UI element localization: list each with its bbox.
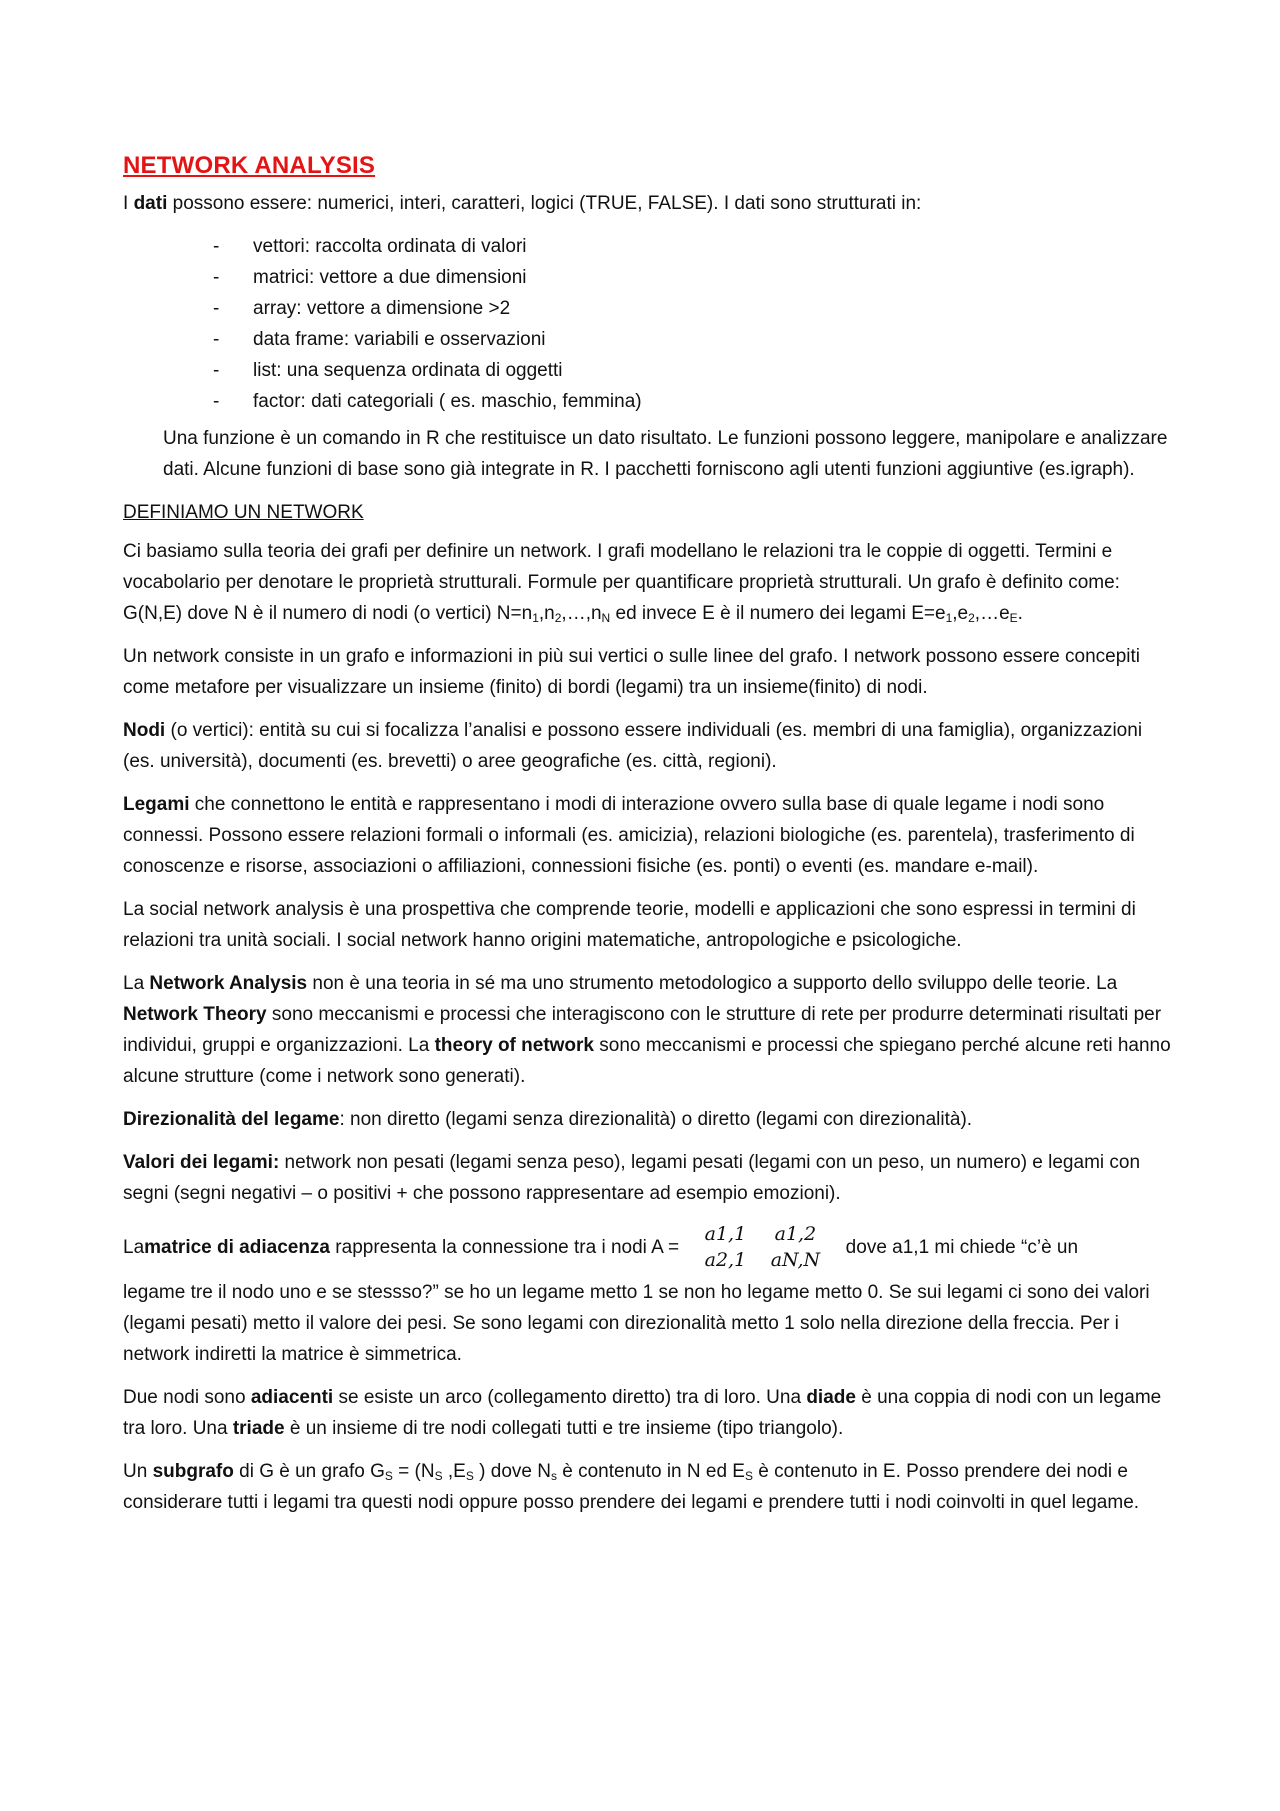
bold-term: adiacenti	[250, 1387, 334, 1408]
direzionalita-paragraph	[123, 1104, 1173, 1135]
subscript: s	[550, 1469, 557, 1483]
sna-paragraph: La social network analysis è una prospettiva che comprende teorie, modelli e applicazioni che sono espressi in termini di relazioni tra unità sociali. I social network hanno origini matematiche, antropologiche e psicologiche.	[123, 899, 1136, 951]
matrix-cell: a2,1	[704, 1249, 747, 1271]
grafi-paragraph	[123, 536, 1173, 629]
list-item: - vettori: raccolta ordinata di valori	[213, 231, 1173, 262]
nodi-paragraph	[123, 715, 1173, 777]
bold-term: subgrafo	[152, 1461, 234, 1482]
bold-term: matrice di adiacenza	[144, 1236, 331, 1258]
text-run: dove a1,1 mi chiede “c’è un	[840, 1236, 1079, 1258]
subscript: 2	[968, 611, 975, 625]
page-title: NETWORK ANALYSIS	[123, 152, 376, 179]
bold-term: Nodi	[123, 720, 166, 741]
subscript: S	[744, 1469, 753, 1483]
text-run: ,…,n	[561, 603, 602, 624]
bold-term: diade	[806, 1387, 856, 1408]
list-item: - matrici: vettore a due dimensioni	[213, 262, 1173, 293]
text-run: network non pesati (legami senza peso), legami pesati (legami con un peso, un numero) e legami con segni (segni negativi – o positivi + che possono rappresentare ad esempio emozioni).	[123, 1152, 1141, 1204]
bold-term: Valori dei legami:	[123, 1152, 280, 1173]
text-run: sono meccanismi e processi che spiegano perché alcune reti hanno alcune strutture (come i network sono generati).	[123, 1035, 1171, 1087]
list-item: - array: vettore a dimensione >2	[213, 293, 1173, 324]
document-page	[123, 152, 1173, 1530]
text-run: è contenuto in E. Posso prendere dei nodi e considerare tutti i legami tra questi nodi oppure posso prendere dei legami e prendere tutti i nodi coinvolti in quel legame.	[123, 1461, 1140, 1513]
text-run: ) dove N	[473, 1461, 551, 1482]
subscript: S	[434, 1469, 443, 1483]
text-run: ,…e	[974, 603, 1010, 624]
matrix-cell: aN,N	[770, 1249, 821, 1271]
text-run: ,n	[538, 603, 555, 624]
text-run: .	[1017, 603, 1023, 624]
theory-paragraph	[123, 968, 1173, 1092]
list-item: - data frame: variabili e osservazioni	[213, 324, 1173, 355]
legami-paragraph	[123, 789, 1173, 882]
matrix-cell: a1,2	[774, 1223, 817, 1245]
intro-paragraph	[123, 188, 1173, 219]
text-run: è un insieme di tre nodi collegati tutti e tre insieme (tipo triangolo).	[284, 1418, 844, 1439]
text-run: se esiste un arco (collegamento diretto) tra di loro. Una	[333, 1387, 807, 1408]
text-run: sono meccanismi e processi che interagiscono con le strutture di rete per produrre determinati risultati per individui, gruppi e organizzazioni. La	[123, 1004, 1162, 1056]
network-paragraph: Un network consiste in un grafo e informazioni in più sui vertici o sulle linee del grafo. I network possono essere concepiti come metafore per visualizzare un insieme (finito) di bordi (legami) tra un insieme(finito) di nodi.	[123, 646, 1141, 698]
subgrafo-paragraph	[123, 1456, 1173, 1518]
subscript: S	[384, 1469, 393, 1483]
subscript: 1	[945, 611, 953, 625]
matrice-continuation: legame tre il nodo uno e se stessso?” se ho un legame metto 1 se non ho legame metto 0. Se sui legami ci sono dei valori (legami pesati) metto il valore dei pesi. Se sono legami con direzionalità metto 1 solo nella direzione della freccia. Per i network indiretti la matrice è simmetrica.	[123, 1282, 1150, 1365]
bold-term: Network Analysis	[149, 973, 308, 994]
bold-term: triade	[232, 1418, 285, 1439]
bold-term: theory of network	[434, 1035, 594, 1056]
bold-term: dati	[133, 193, 168, 214]
text-run: è contenuto in N ed E	[556, 1461, 745, 1482]
text-run: Un	[123, 1461, 153, 1482]
adjacency-matrix	[690, 1221, 830, 1273]
valori-paragraph	[123, 1147, 1173, 1209]
subscript: N	[601, 611, 611, 625]
text-run: Due nodi sono	[123, 1387, 251, 1408]
text-run: I	[123, 193, 134, 214]
text-run: (o vertici): entità su cui si focalizza l’analisi e possono essere individuali (es. membri di una famiglia), organizzazioni (es. università), documenti (es. brevetti) o aree geografiche (es. città, regioni).	[123, 720, 1143, 772]
text-run: ,e	[952, 603, 969, 624]
funzione-paragraph: Una funzione è un comando in R che restituisce un dato risultato. Le funzioni possono leggere, manipolare e analizzare dati. Alcune funzioni di base sono già integrate in R. I pacchetti forniscono agli utenti funzioni aggiuntive (es.igraph).	[163, 428, 1168, 480]
bold-term: Legami	[123, 794, 190, 815]
matrice-line	[123, 1221, 1173, 1273]
data-types-list	[123, 231, 1173, 417]
text-run: ,E	[442, 1461, 466, 1482]
text-run: ed invece E è il numero dei legami E=e	[610, 603, 946, 624]
text-run: La	[123, 973, 150, 994]
text-run: è una coppia di nodi con un legame tra loro. Una	[123, 1387, 1162, 1439]
matrix-cell: a1,1	[704, 1223, 747, 1245]
list-item: - list: una sequenza ordinata di oggetti	[213, 355, 1173, 386]
subscript: S	[465, 1469, 474, 1483]
text-run: La	[123, 1236, 145, 1258]
text-run: Ci basiamo sulla teoria dei grafi per definire un network. I grafi modellano le relazioni tra le coppie di oggetti. Termini e vocabolario per denotare le proprietà strutturali. Formule per quantificare proprietà strutturali. Un grafo è definito come: G(N,E) dove N è il numero di nodi (o vertici) N=n	[123, 541, 1120, 624]
list-item: - factor: dati categoriali ( es. maschio, femmina)	[213, 386, 1173, 417]
section-heading: DEFINIAMO UN NETWORK	[123, 502, 364, 523]
subscript: 2	[554, 611, 562, 625]
text-run: che connettono le entità e rappresentano i modi di interazione ovvero sulla base di quale legame i nodi sono connessi. Possono essere relazioni formali o informali (es. amicizia), relazioni biologiche (es. parentela), trasferimento di conoscenze e risorse, associazioni o affiliazioni, connessioni fisiche (es. ponti) o eventi (es. mandare e-mail).	[123, 794, 1135, 877]
text-run: : non diretto (legami senza direzionalità) o diretto (legami con direzionalità).	[339, 1109, 973, 1130]
bold-term: Direzionalità del legame	[123, 1109, 340, 1130]
text-run: possono essere: numerici, interi, caratteri, logici (TRUE, FALSE). I dati sono strutturati in:	[167, 193, 922, 214]
subscript: E	[1009, 611, 1018, 625]
text-run: = (N	[392, 1461, 435, 1482]
adiacenti-paragraph	[123, 1382, 1173, 1444]
bold-term: Network Theory	[123, 1004, 267, 1025]
subscript: 1	[532, 611, 539, 625]
text-run: rappresenta la connessione tra i nodi A =	[330, 1236, 685, 1258]
text-run: di G è un grafo G	[233, 1461, 385, 1482]
text-run: non è una teoria in sé ma uno strumento metodologico a supporto dello sviluppo delle teorie. La	[307, 973, 1118, 994]
